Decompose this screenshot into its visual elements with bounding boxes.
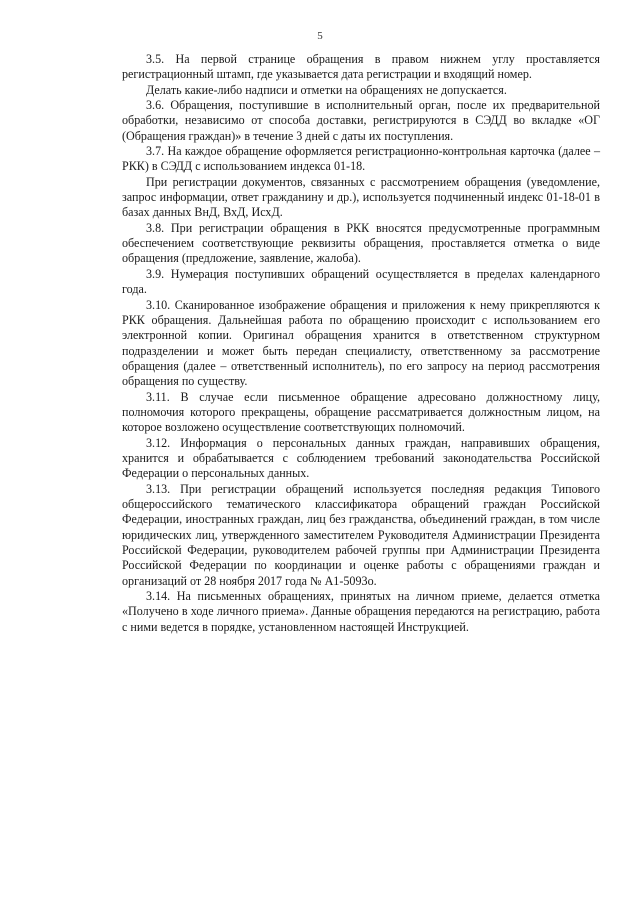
paragraph-3-9: 3.9. Нумерация поступивших обращений осуществляется в пределах календарного года. bbox=[122, 266, 600, 297]
paragraph-3-14: 3.14. На письменных обращениях, принятых на личном приеме, делается отметка «Получено в ходе личного приема». Данные обращения передаются на регистрацию, работа с ними ведется в порядке, установленном настоящей Инструкцией. bbox=[122, 589, 600, 634]
paragraph-3-7: 3.7. На каждое обращение оформляется регистрационно-контрольная карточка (далее – РКК) в СЭДД с использованием индекса 01-18. bbox=[122, 144, 600, 174]
paragraph-3-5-note: Делать какие-либо надписи и отметки на обращениях не допускается. bbox=[146, 82, 507, 97]
page-number: 5 bbox=[317, 30, 323, 42]
paragraph-3-13: 3.13. При регистрации обращений используется последняя редакция Типового общероссийского тематического классификатора обращений граждан Российской Федерации, иностранных граждан, лиц без гражданства, объединений граждан, в том числе юридических лиц, утвержденного заместителем Руководителя Администрации Президента Российской Федерации, руководителем рабочей группы при Администрации Президента Российской Федерации по координации и оценке работы с обращениями граждан и организаций от 28 ноября 2017 года № А1-5093о. bbox=[122, 481, 600, 588]
paragraph-3-8: 3.8. При регистрации обращения в РКК вносятся предусмотренные программным обеспечением соответствующие реквизиты обращения, проставляется отметка о виде обращения (предложение, заявление, жалоба). bbox=[122, 220, 600, 266]
paragraph-3-6: 3.6. Обращения, поступившие в исполнительный орган, после их предварительной обработки, независимо от способа доставки, регистрируются в СЭДД во вкладке «ОГ (Обращения граждан)» в течение 3 дней с даты их поступления. bbox=[122, 98, 600, 143]
document-body bbox=[122, 52, 600, 635]
paragraph-3-7-sub: При регистрации документов, связанных с рассмотрением обращения (уведомление, запрос информации, ответ гражданину и др.), используется подчиненный индекс 01-18-01 в базах данных ВнД, ВхД, ИсхД. bbox=[122, 174, 600, 220]
paragraph-3-5: 3.5. На первой странице обращения в правом нижнем углу проставляется регистрационный штамп, где указывается дата регистрации и входящий номер. bbox=[122, 52, 600, 82]
paragraph-3-10: 3.10. Сканированное изображение обращения и приложения к нему прикрепляются к РКК обращения. Дальнейшая работа по обращению происходит с использованием его электронной копии. Оригинал обращения хранится в ответственном структурном подразделении и может быть передан специалисту, ответственному за рассмотрение обращения (далее – ответственный исполнитель), по его запросу на период рассмотрения обращения по существу. bbox=[122, 297, 600, 389]
paragraph-3-11: 3.11. В случае если письменное обращение адресовано должностному лицу, полномочия которого прекращены, обращение рассматривается должностным лицом, на которое возложено осуществление соответствующих полномочий. bbox=[122, 389, 600, 435]
paragraph-3-12: 3.12. Информация о персональных данных граждан, направивших обращения, хранится и обрабатывается с соблюдением требований законодательства Российской Федерации о персональных данных. bbox=[122, 435, 600, 481]
